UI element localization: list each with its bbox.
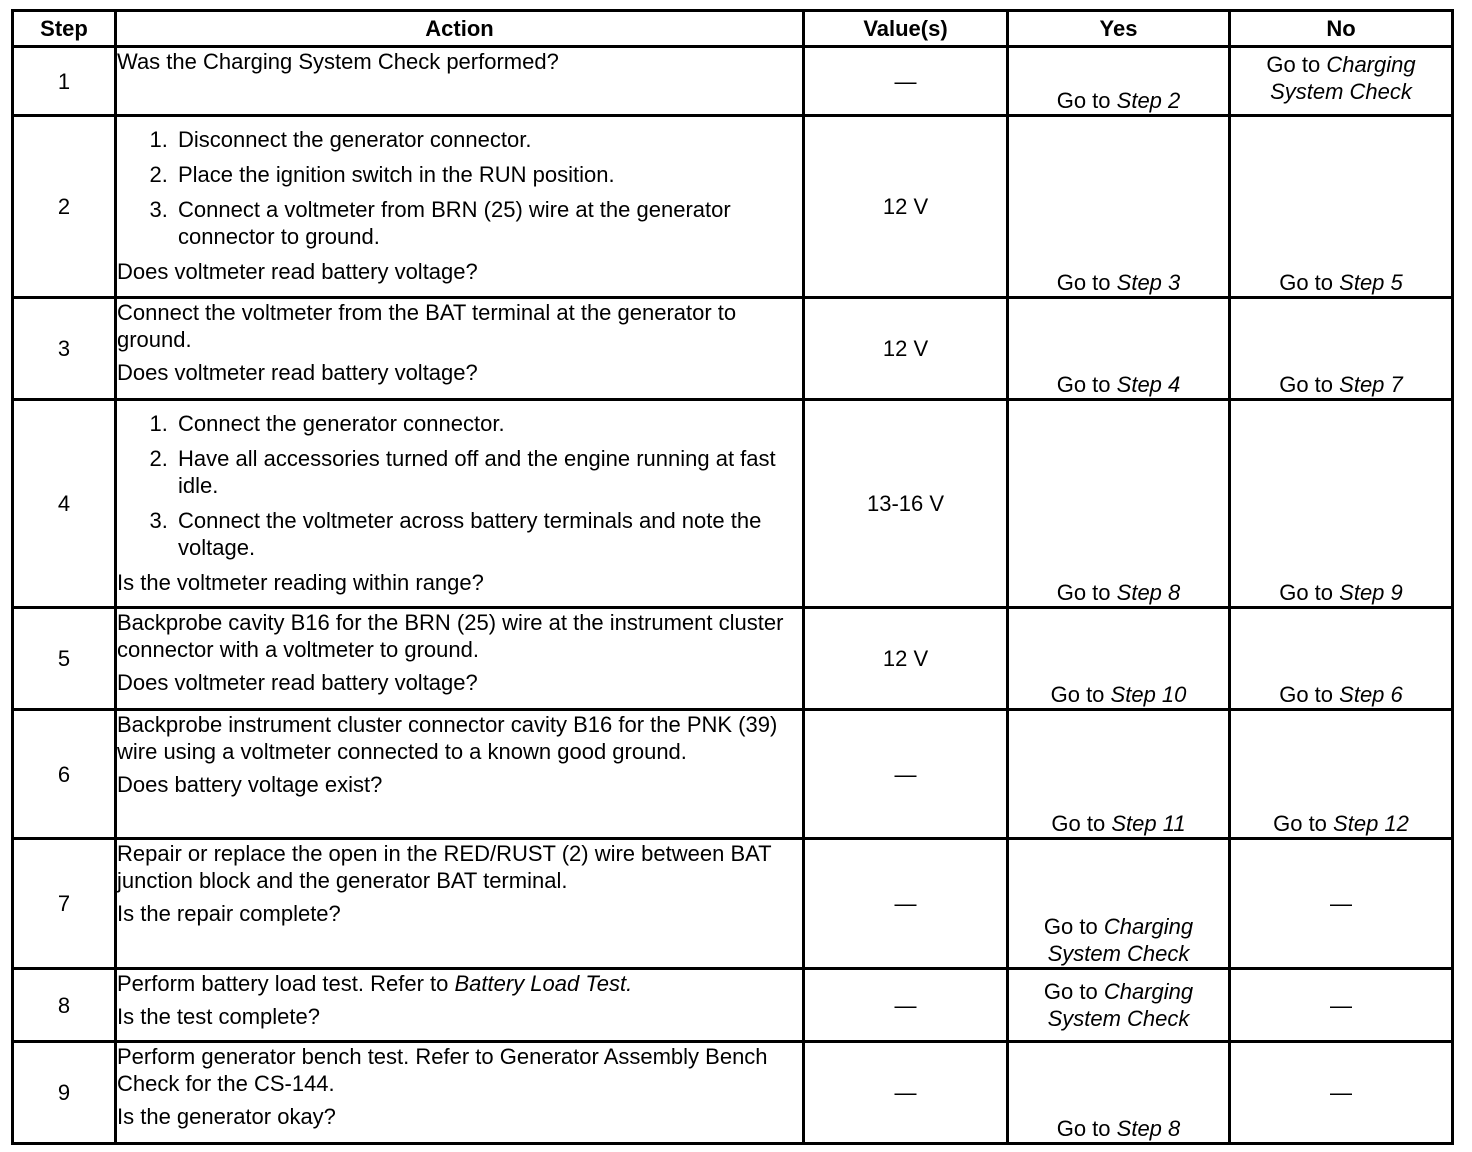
yes-procedure-link-cont[interactable]: System Check [1047, 941, 1190, 966]
no-cell [1230, 298, 1453, 400]
yes-prefix: Go to [1043, 914, 1098, 939]
value-cell: 12 V [804, 116, 1008, 298]
action-question: Does voltmeter read battery voltage? [117, 670, 478, 695]
substep-list [117, 410, 802, 561]
no-cell [1230, 400, 1453, 608]
yes-prefix: Go to [1056, 88, 1111, 113]
value-cell: — [804, 969, 1008, 1042]
yes-step-link[interactable]: Step 8 [1116, 1116, 1181, 1141]
yes-procedure-link[interactable]: Charging [1103, 914, 1194, 939]
yes-step-link[interactable]: Step 10 [1110, 682, 1187, 707]
action-question: Is the repair complete? [117, 901, 341, 926]
substep: 2. Place the ignition switch in the RUN position. [174, 161, 802, 188]
yes-prefix: Go to [1056, 270, 1111, 295]
no-cell [1230, 608, 1453, 710]
yes-cell [1008, 1042, 1230, 1144]
value-cell: 12 V [804, 608, 1008, 710]
value-cell: 13-16 V [804, 400, 1008, 608]
action-question: Does voltmeter read battery voltage? [117, 360, 478, 385]
substep: 1. Connect the generator connector. [174, 410, 802, 437]
step-number: 3 [13, 298, 116, 400]
table-row [13, 298, 1453, 400]
yes-step-link[interactable]: Step 3 [1116, 270, 1181, 295]
diagnostic-table [11, 9, 1454, 1145]
header-step: Step [13, 11, 116, 47]
yes-cell [1008, 116, 1230, 298]
no-prefix: Go to [1279, 270, 1334, 295]
action-cell [116, 116, 804, 298]
action-cell [116, 608, 804, 710]
action-text-prefix: Perform battery load test. Refer to [117, 971, 449, 996]
action-question: Does voltmeter read battery voltage? [117, 259, 478, 284]
substep-list [117, 126, 802, 250]
no-cell [1230, 47, 1453, 116]
header-action: Action [116, 11, 804, 47]
action-question: Is the voltmeter reading within range? [117, 570, 484, 595]
table-row [13, 969, 1453, 1042]
no-procedure-link[interactable]: Charging [1326, 52, 1416, 77]
table-row [13, 1042, 1453, 1144]
action-text: Was the Charging System Check performed? [117, 49, 559, 74]
yes-cell [1008, 47, 1230, 116]
header-yes: Yes [1008, 11, 1230, 47]
table-row [13, 400, 1453, 608]
action-cell [116, 400, 804, 608]
yes-procedure-link[interactable]: Charging [1103, 979, 1194, 1004]
yes-cell [1008, 969, 1230, 1042]
no-step-link[interactable]: Step 12 [1333, 811, 1409, 836]
action-cell [116, 969, 804, 1042]
step-number: 1 [13, 47, 116, 116]
value-cell: — [804, 1042, 1008, 1144]
yes-cell [1008, 608, 1230, 710]
no-procedure-link-cont[interactable]: System Check [1270, 79, 1412, 104]
yes-prefix: Go to [1043, 979, 1098, 1004]
step-number: 8 [13, 969, 116, 1042]
yes-cell [1008, 710, 1230, 839]
no-cell: — [1230, 969, 1453, 1042]
value-cell: — [804, 710, 1008, 839]
table-row [13, 608, 1453, 710]
yes-cell [1008, 839, 1230, 969]
yes-prefix: Go to [1056, 580, 1111, 605]
no-prefix: Go to [1266, 52, 1321, 77]
table-row [13, 47, 1453, 116]
action-text [117, 970, 802, 997]
no-cell: — [1230, 1042, 1453, 1144]
value-cell: 12 V [804, 298, 1008, 400]
action-question: Is the generator okay? [117, 1104, 336, 1129]
no-step-link[interactable]: Step 7 [1339, 372, 1403, 397]
action-text: Backprobe instrument cluster connector cavity B16 for the PNK (39) wire using a voltmeter connected to a known good ground. [117, 712, 778, 764]
substep: 3. Connect a voltmeter from BRN (25) wire at the generator connector to ground. [174, 196, 802, 250]
yes-step-link[interactable]: Step 4 [1116, 372, 1181, 397]
substep: 3. Connect the voltmeter across battery terminals and note the voltage. [174, 507, 802, 561]
yes-cell [1008, 298, 1230, 400]
header-values: Value(s) [804, 11, 1008, 47]
header-no: No [1230, 11, 1453, 47]
step-number: 4 [13, 400, 116, 608]
table-row [13, 839, 1453, 969]
action-cell [116, 47, 804, 116]
no-cell [1230, 116, 1453, 298]
action-question: Does battery voltage exist? [117, 772, 383, 797]
yes-prefix: Go to [1056, 1116, 1111, 1141]
step-number: 5 [13, 608, 116, 710]
action-question: Is the test complete? [117, 1004, 320, 1029]
value-cell: — [804, 839, 1008, 969]
yes-step-link[interactable]: Step 8 [1116, 580, 1181, 605]
yes-prefix: Go to [1051, 811, 1106, 836]
no-cell [1230, 710, 1453, 839]
no-step-link[interactable]: Step 9 [1339, 580, 1403, 605]
table-row [13, 710, 1453, 839]
no-prefix: Go to [1279, 580, 1334, 605]
action-text: Backprobe cavity B16 for the BRN (25) wire at the instrument cluster connector with a voltmeter to ground. [117, 610, 784, 662]
yes-prefix: Go to [1056, 372, 1111, 397]
value-cell: — [804, 47, 1008, 116]
table-row [13, 116, 1453, 298]
action-cell [116, 710, 804, 839]
header-row [13, 11, 1453, 47]
substep: 2. Have all accessories turned off and the engine running at fast idle. [174, 445, 802, 499]
no-step-link[interactable]: Step 6 [1339, 682, 1403, 707]
action-cell [116, 1042, 804, 1144]
no-prefix: Go to [1279, 682, 1334, 707]
step-number: 2 [13, 116, 116, 298]
action-text: Perform generator bench test. Refer to Generator Assembly Bench Check for the CS-144. [117, 1044, 768, 1096]
action-cell [116, 298, 804, 400]
action-text: Repair or replace the open in the RED/RUST (2) wire between BAT junction block and the generator BAT terminal. [117, 841, 772, 893]
yes-procedure-link-cont[interactable]: System Check [1047, 1006, 1190, 1031]
substep: 1. Disconnect the generator connector. [174, 126, 802, 153]
step-number: 9 [13, 1042, 116, 1144]
yes-step-link[interactable]: Step 11 [1111, 811, 1186, 836]
yes-prefix: Go to [1050, 682, 1105, 707]
no-prefix: Go to [1273, 811, 1327, 836]
battery-load-test-link[interactable]: Battery Load Test. [454, 971, 633, 996]
action-text: Connect the voltmeter from the BAT terminal at the generator to ground. [117, 300, 737, 352]
action-cell [116, 839, 804, 969]
step-number: 7 [13, 839, 116, 969]
yes-step-link[interactable]: Step 2 [1116, 88, 1181, 113]
no-step-link[interactable]: Step 5 [1339, 270, 1403, 295]
no-cell: — [1230, 839, 1453, 969]
no-prefix: Go to [1279, 372, 1334, 397]
step-number: 6 [13, 710, 116, 839]
yes-cell [1008, 400, 1230, 608]
